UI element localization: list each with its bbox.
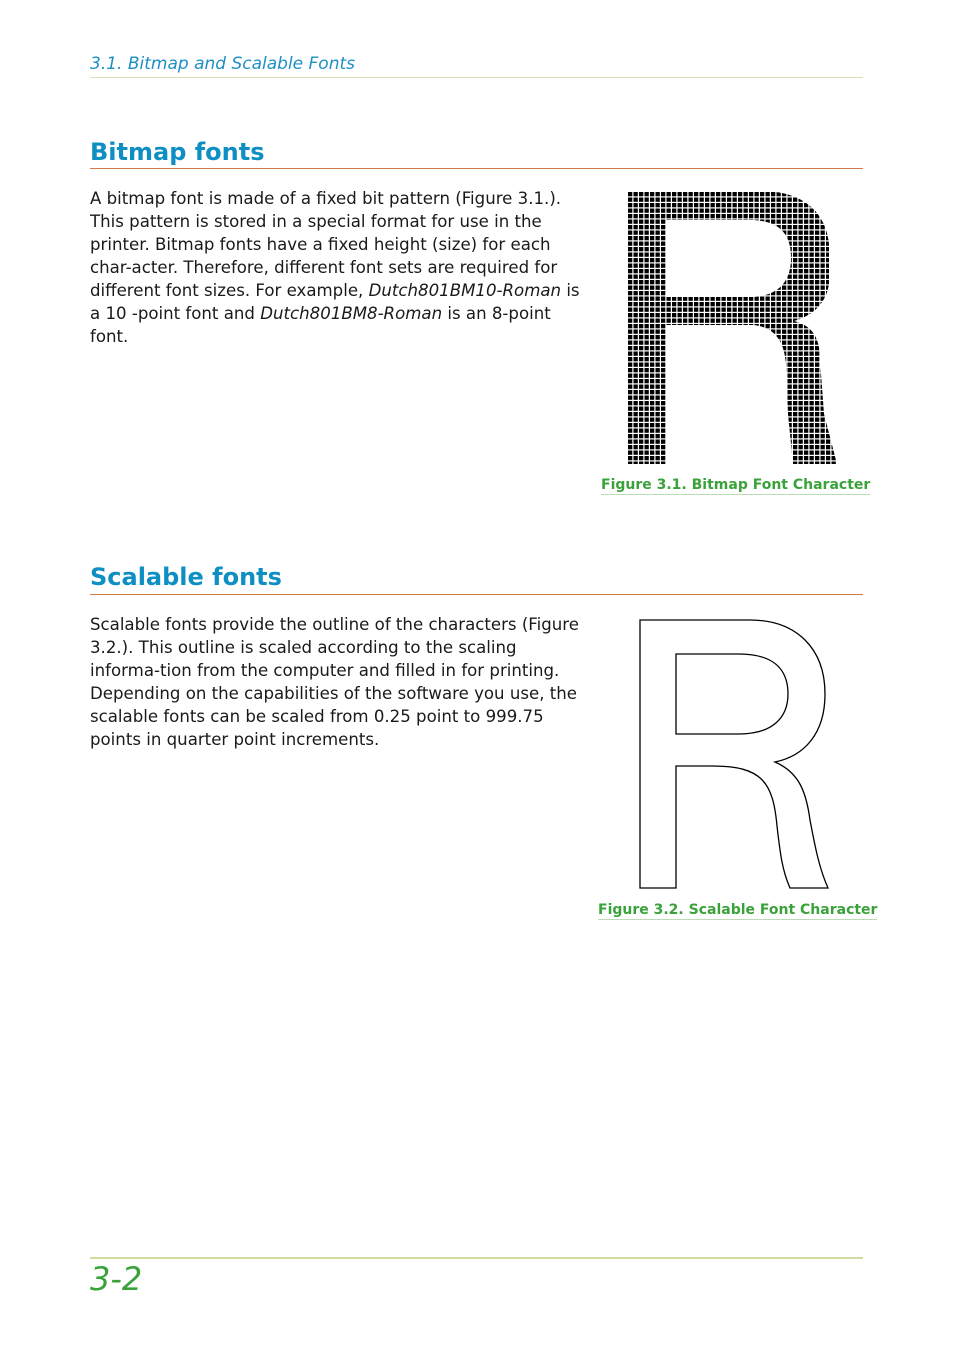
bitmap-fonts-heading: Bitmap fonts (90, 138, 265, 166)
outline-r-shape (640, 620, 828, 888)
bitmap-fonts-rule (90, 168, 863, 169)
figure-3-1-caption: Figure 3.1. Bitmap Font Character (601, 477, 871, 493)
scalable-fonts-paragraph: Scalable fonts provide the outline of the characters (Figure 3.2.). This outline is scaled according to the scaling informa-tion from the computer and filled in for printing. Depending on the capabilities of the software you use, the scalable fonts can be scaled from 0.25 point to 999.75 points in quarter point increments. (90, 615, 579, 749)
font-name: Dutch801BM10-Roman (368, 281, 562, 300)
paragraph-text: is an 8-point font. (90, 304, 551, 346)
paragraph-text: is a 10 -point font and (90, 281, 580, 323)
paragraph-text: A bitmap font is made of a fixed bit pattern (Figure 3.1.). This pattern is stored in a special format for use in the printer. Bitmap fonts have a fixed height (size) for each char-acter. Therefore, different font sets are required for different font sizes. For example, (90, 189, 562, 300)
running-header-rule (90, 77, 863, 78)
outline-letter-figure (612, 612, 848, 902)
scalable-fonts-rule (90, 594, 863, 595)
footer-rule (90, 1257, 863, 1259)
bitmap-r-shape (628, 192, 837, 464)
page-number: 3-2 (90, 1260, 143, 1298)
font-name: Dutch801BM8-Roman (260, 304, 443, 323)
bitmap-letter-figure (628, 192, 837, 464)
scalable-fonts-heading: Scalable fonts (90, 563, 282, 591)
bitmap-fonts-paragraph (90, 187, 590, 348)
running-header: 3.1. Bitmap and Scalable Fonts (90, 54, 356, 74)
figure-3-2-caption: Figure 3.2. Scalable Font Character (598, 902, 878, 918)
